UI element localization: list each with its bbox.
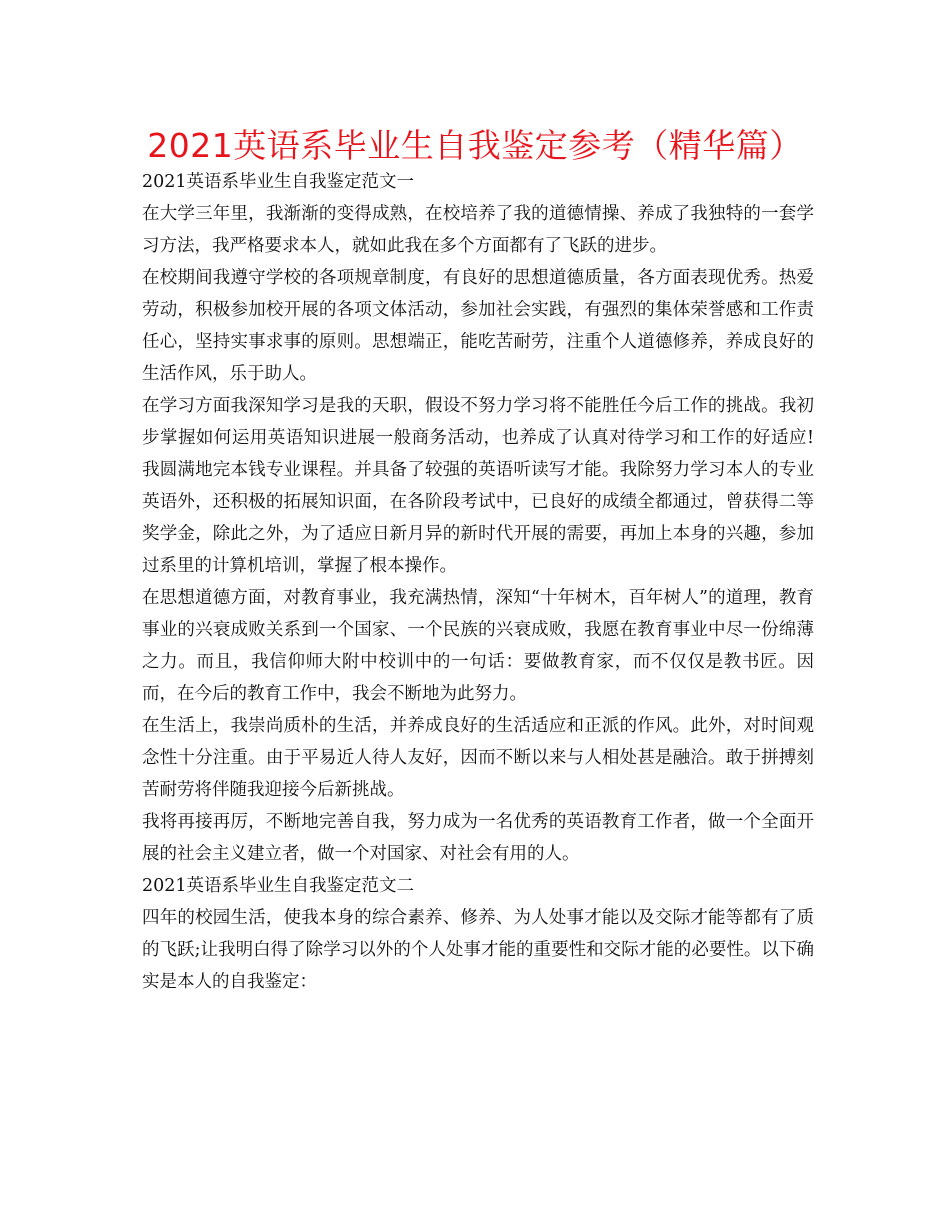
paragraph: 在校期间我遵守学校的各项规章制度，有良好的思想道德质量，各方面表现优秀。热爱劳动，积极参加校开展的各项文体活动，参加社会实践，有强烈的集体荣誉感和工作责任心，坚持实事求事的原则。思想端正，能吃苦耐劳，注重个人道德修养，养成良好的生活作风，乐于助人。 (142, 268, 814, 384)
document-title: 2021英语系毕业生自我鉴定参考（精华篇） (147, 126, 803, 165)
document-body (142, 166, 814, 998)
section-heading-2: 2021英语系毕业生自我鉴定范文二 (142, 876, 415, 896)
paragraph: 四年的校园生活，使我本身的综合素养、修养、为人处事才能以及交际才能等都有了质的飞跃;让我明白得了除学习以外的个人处事才能的重要性和交际才能的必要性。以下确实是本人的自我鉴定： (142, 908, 814, 992)
paragraph: 在思想道德方面，对教育事业，我充满热情，深知“十年树木，百年树人”的道理，教育事业的兴衰成败关系到一个国家、一个民族的兴衰成败，我愿在教育事业中尽一份绵薄之力。而且，我信仰师大附中校训中的一句话：要做教育家，而不仅仅是教书匠。因而，在今后的教育工作中，我会不断地为此努力。 (142, 588, 814, 704)
paragraph: 我将再接再厉，不断地完善自我，努力成为一名优秀的英语教育工作者，做一个全面开展的社会主义建立者，做一个对国家、对社会有用的人。 (142, 812, 814, 864)
paragraph: 在大学三年里，我渐渐的变得成熟，在校培养了我的道德情操、养成了我独特的一套学习方法，我严格要求本人，就如此我在多个方面都有了飞跃的进步。 (142, 204, 814, 256)
paragraph: 在生活上，我崇尚质朴的生活，并养成良好的生活适应和正派的作风。此外，对时间观念性十分注重。由于平易近人待人友好，因而不断以来与人相处甚是融洽。敢于拼搏刻苦耐劳将伴随我迎接今后新挑战。 (142, 716, 814, 800)
paragraph: 在学习方面我深知学习是我的天职，假设不努力学习将不能胜任今后工作的挑战。我初步掌握如何运用英语知识进展一般商务活动，也养成了认真对待学习和工作的好适应!我圆满地完本钱专业课程。并具备了较强的英语听读写才能。我除努力学习本人的专业英语外，还积极的拓展知识面，在各阶段考试中，已良好的成绩全都通过，曾获得二等奖学金，除此之外，为了适应日新月异的新时代开展的需要，再加上本身的兴趣，参加过系里的计算机培训，掌握了根本操作。 (142, 396, 814, 576)
section-heading-1: 2021英语系毕业生自我鉴定范文一 (142, 172, 415, 192)
